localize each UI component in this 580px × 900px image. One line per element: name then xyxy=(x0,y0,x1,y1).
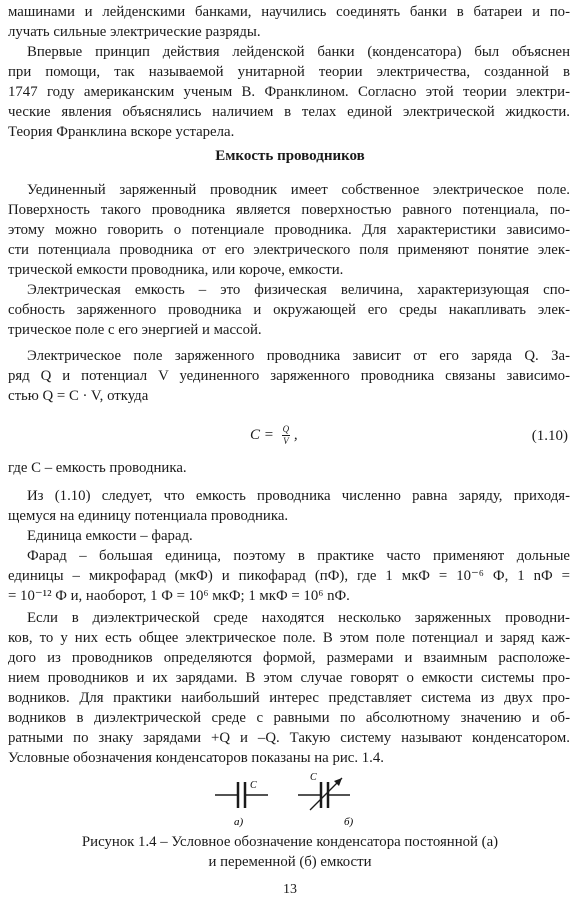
text-line: при помощи, так называемой унитарной теории электричества, созданной в xyxy=(8,64,570,80)
text-line: ческие явления объяснялись наличием в телах единой электрической жидкости. xyxy=(8,104,570,120)
text-line: собность заряженного проводника и окружающей его среды накапливать элек- xyxy=(8,302,570,318)
text-line: ков, то у них есть общее электрическое поле. В этом поле потенциал и заряд каж- xyxy=(8,630,570,646)
variable-capacitor-label: C xyxy=(310,772,317,783)
text-line: водников в диэлектрической среде с равными по абсолютному значению и об- xyxy=(8,710,570,726)
text-line: Условные обозначения конденсаторов показаны на рис. 1.4. xyxy=(8,750,384,766)
text-line: Электрическое поле заряженного проводника зависит от его заряда Q. За- xyxy=(27,348,570,364)
text-line: = 10⁻¹² Ф и, наоборот, 1 Ф = 10⁶ мкФ; 1 мкФ = 10⁶ nФ. xyxy=(8,588,350,604)
capacitor-symbols-figure xyxy=(200,750,380,828)
text-line: 1747 году американским ученым В. Франклином. Согласно этой теории электри- xyxy=(8,84,570,100)
text-line: Поверхность такого проводника является поверхностью равного потенциала, по- xyxy=(8,202,570,218)
text-line: ратными по знаку зарядами +Q и –Q. Такую систему называют конденсатором. xyxy=(8,730,570,746)
text-line: сти потенциала проводника от его электрического поля применяют понятие элек- xyxy=(8,242,570,258)
text-line: водников. Для практики наибольший интерес представляет система из двух про- xyxy=(8,690,570,706)
formula-fraction xyxy=(282,424,291,447)
section-heading: Емкость проводников xyxy=(215,148,365,164)
text-line: Если в диэлектрической среде находятся несколько заряженных проводни- xyxy=(27,610,570,626)
formula-tail: , xyxy=(293,426,298,443)
text-line: стью Q = C · V, откуда xyxy=(8,388,149,404)
text-line: Единица емкости – фарад. xyxy=(27,528,193,544)
text-line: Электрическая емкость – это физическая величина, характеризующая спо- xyxy=(27,282,570,298)
fixed-capacitor-label: C xyxy=(250,780,257,791)
text-line: единицы – микрофарад (мкФ) и пикофарад (пФ), где 1 мкФ = 10⁻⁶ Ф, 1 nФ = xyxy=(8,568,570,584)
text-line: Впервые принцип действия лейденской банки (конденсатора) был объяснен xyxy=(27,44,570,60)
text-line: Из (1.10) следует, что емкость проводника численно равна заряду, приходя- xyxy=(27,488,570,504)
fixed-capacitor-symbol xyxy=(215,780,268,828)
text-line: трической емкости проводника, или короче, емкости. xyxy=(8,262,344,278)
text-line: трическое поле с его энергией и массой. xyxy=(8,322,262,338)
text-line: Фарад – большая единица, поэтому в практике часто применяют дольные xyxy=(27,548,570,564)
text-line: нием проводников и их зарядами. В этом случае говорят о емкости системы про- xyxy=(8,670,570,686)
variable-capacitor-symbol xyxy=(298,772,354,828)
figure-caption-line: и переменной (б) емкости xyxy=(208,854,372,870)
text-line: ряд Q и потенциал V уединенного заряженного проводника связаны зависимо- xyxy=(8,368,570,384)
text-line: этому можно говорить о потенциале проводника. Для характеристики зависимо- xyxy=(8,222,570,238)
text-line: машинами и лейденскими банками, научились соединять банки в батареи и по- xyxy=(8,4,570,20)
figure-caption-line: Рисунок 1.4 – Условное обозначение конденсатора постоянной (а) xyxy=(81,834,499,850)
formula-numerator: Q xyxy=(282,424,290,434)
text-line: Уединенный заряженный проводник имеет собственное электрическое поле. xyxy=(27,182,570,198)
equation-number: (1.10) xyxy=(531,428,568,444)
text-line: лучать сильные электрические разряды. xyxy=(8,24,261,40)
formula-1-10 xyxy=(250,424,298,447)
text-line: щемуся на единицу потенциала проводника. xyxy=(8,508,289,524)
formula-lhs: C = xyxy=(250,426,274,443)
page-number: 13 xyxy=(283,882,297,897)
figure-b-label: б) xyxy=(344,816,354,828)
figure-a-label: а) xyxy=(234,816,244,828)
formula-denominator: V xyxy=(283,436,289,446)
text-line: дого из проводников определяются формой, размерами и взаимным расположе- xyxy=(8,650,570,666)
text-line: где C – емкость проводника. xyxy=(8,460,187,476)
text-line: Теория Франклина вскоре устарела. xyxy=(8,124,235,140)
